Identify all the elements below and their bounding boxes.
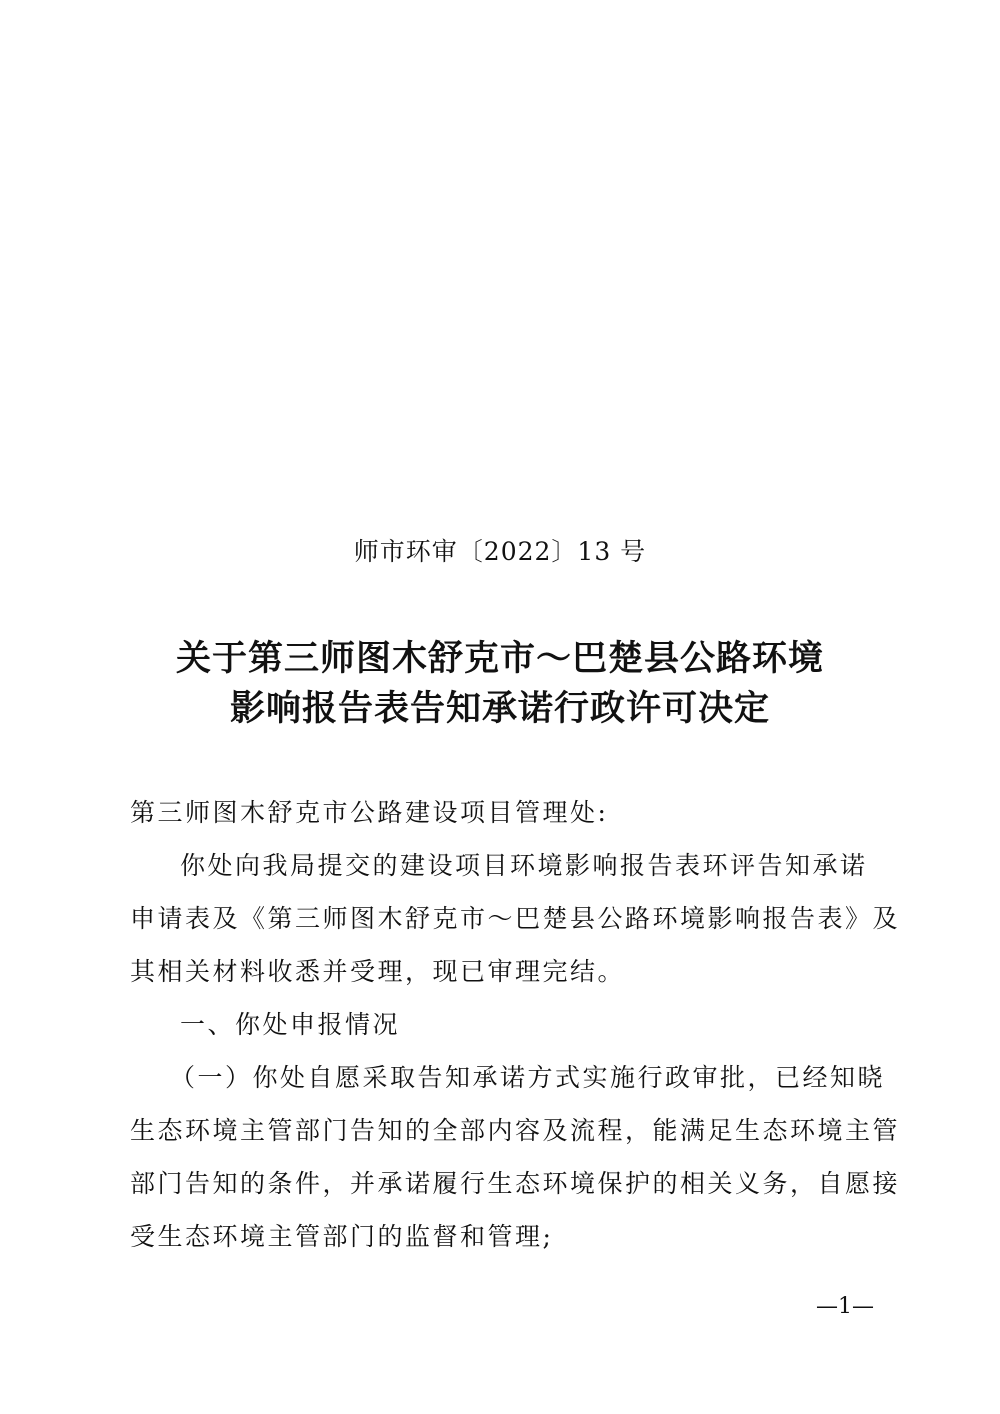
recipient-line: 第三师图木舒克市公路建设项目管理处: xyxy=(130,798,609,827)
page-number: —1— xyxy=(816,1294,874,1319)
document-title xyxy=(0,634,1000,734)
document-number: 师市环审〔2022〕13 号 xyxy=(353,537,647,566)
paragraph-line: 你处向我局提交的建设项目环境影响报告表环评告知承诺 xyxy=(180,851,868,880)
paragraph-line: 其相关材料收悉并受理，现已审理完结。 xyxy=(130,957,626,986)
section-heading: 一、你处申报情况 xyxy=(180,1010,401,1039)
paragraph-line: 申请表及《第三师图木舒克市～巴楚县公路环境影响报告表》及 xyxy=(130,904,901,933)
title-line: 影响报告表告知承诺行政许可决定 xyxy=(229,689,770,729)
paragraph-line: （一）你处自愿采取告知承诺方式实施行政审批，已经知晓 xyxy=(170,1063,886,1092)
document-body xyxy=(130,786,901,1263)
title-line: 关于第三师图木舒克市～巴楚县公路环境 xyxy=(175,639,824,679)
paragraph-line: 部门告知的条件，并承诺履行生态环境保护的相关义务，自愿接 xyxy=(130,1169,901,1198)
paragraph-line: 生态环境主管部门告知的全部内容及流程，能满足生态环境主管 xyxy=(130,1116,901,1145)
paragraph-line: 受生态环境主管部门的监督和管理; xyxy=(130,1222,554,1251)
